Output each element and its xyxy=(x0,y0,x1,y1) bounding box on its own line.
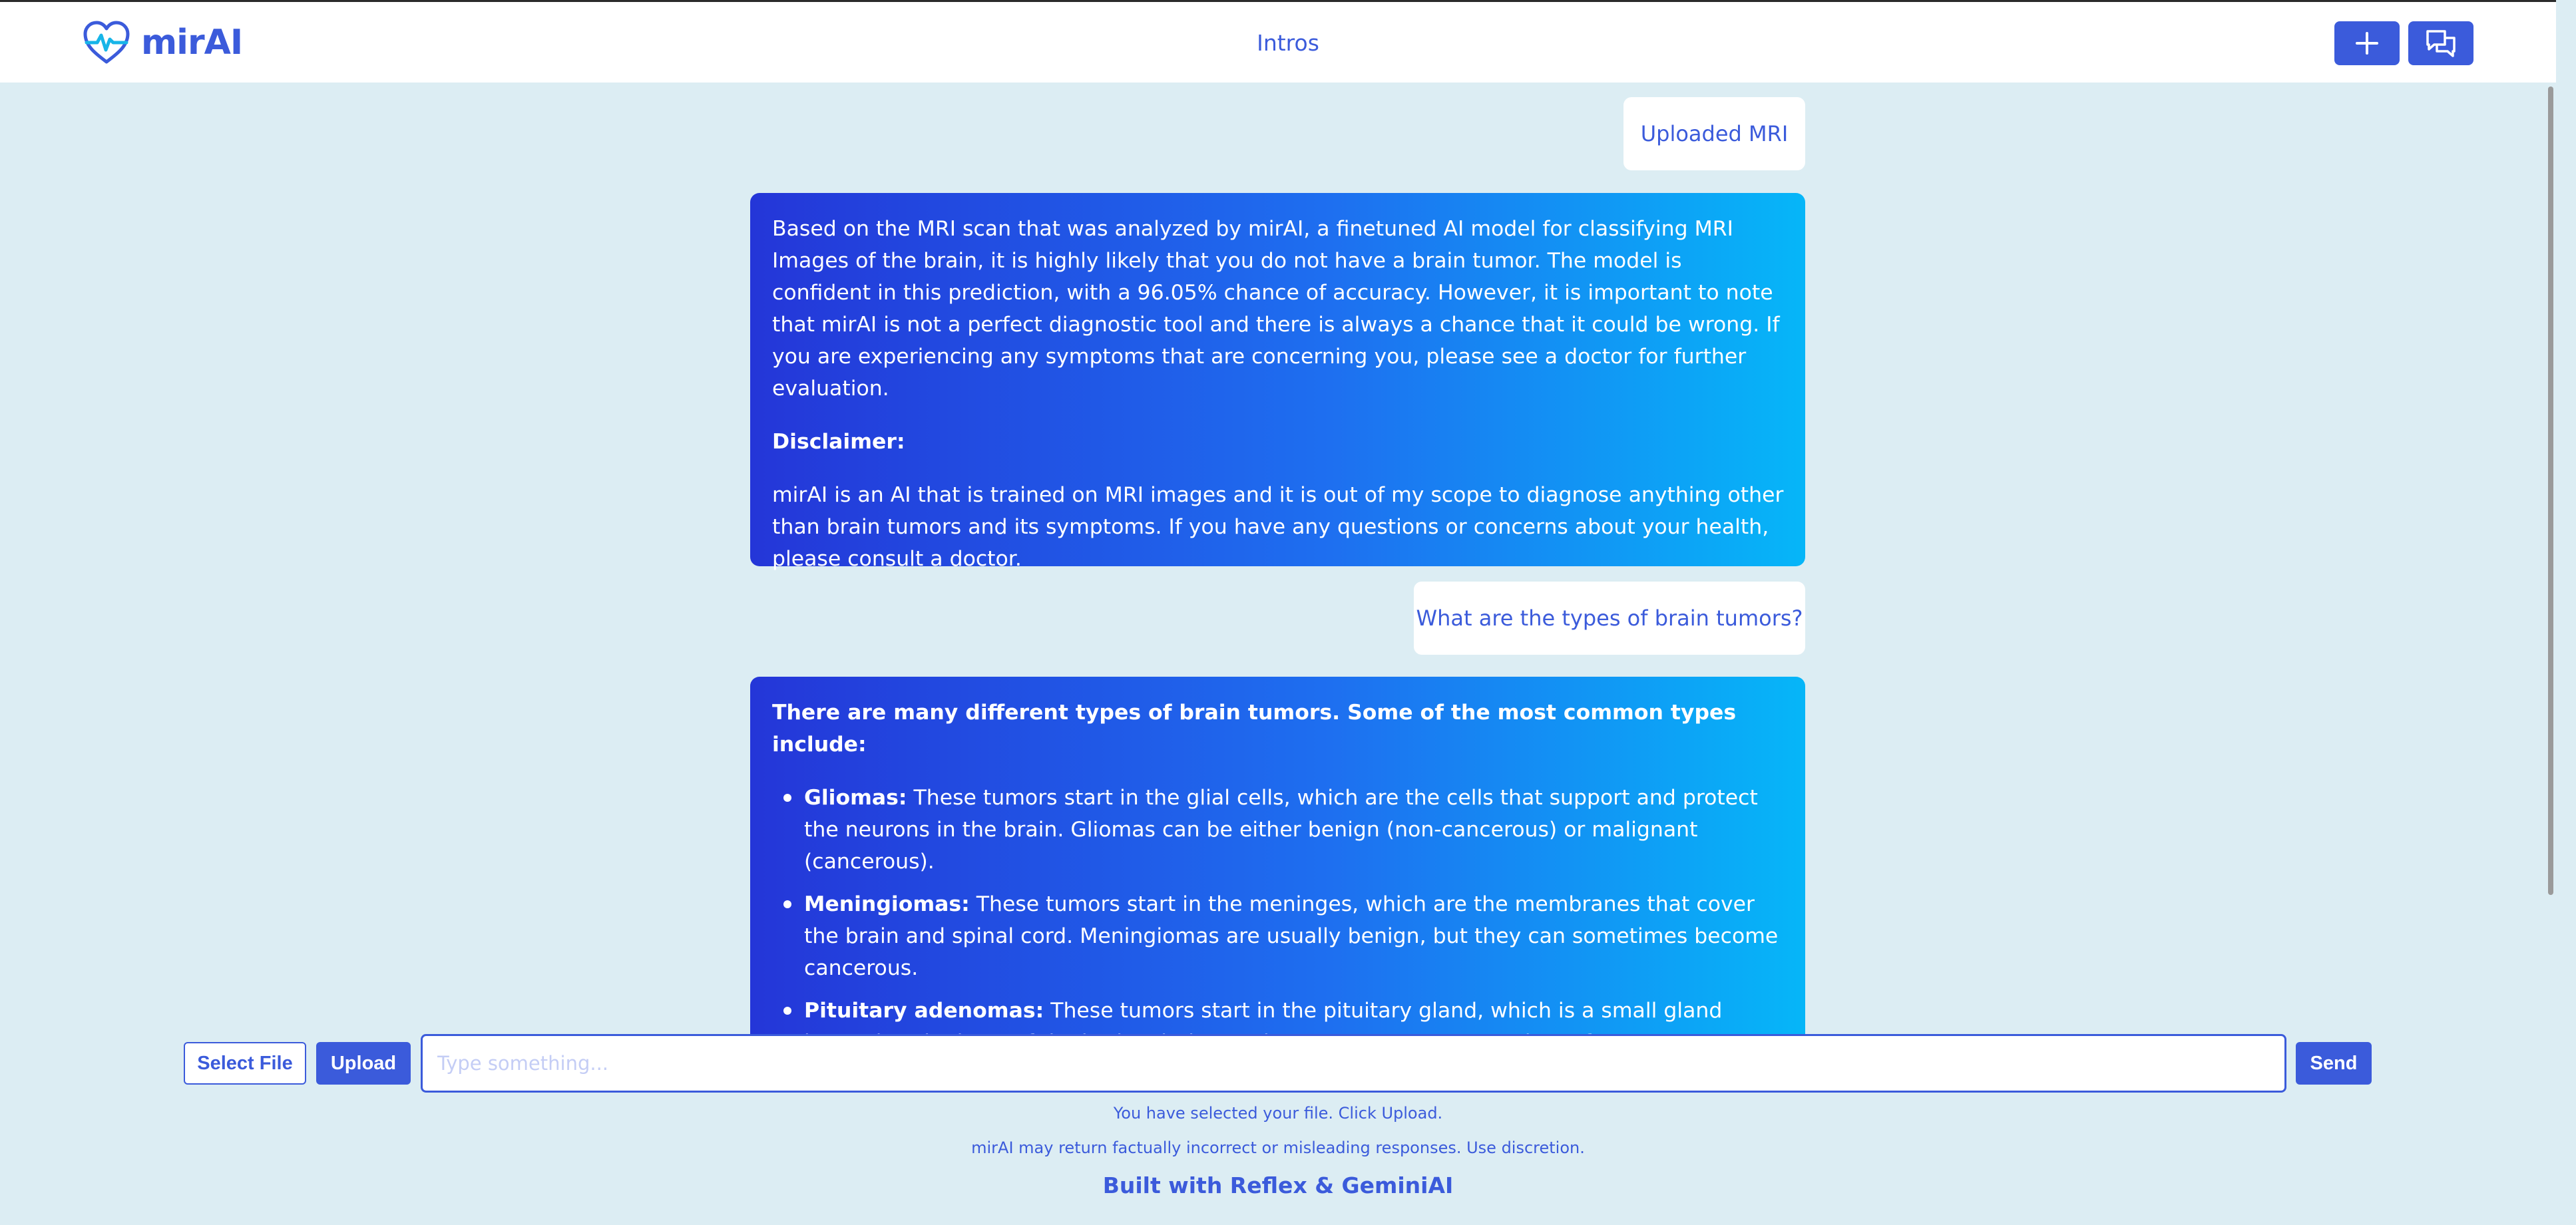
plus-icon xyxy=(2354,30,2380,57)
disclaimer-heading: Disclaimer: xyxy=(772,430,905,454)
chats-button[interactable] xyxy=(2408,21,2473,65)
list-item-term: Pituitary adenomas: xyxy=(804,999,1044,1023)
header-bar xyxy=(0,0,2556,83)
disclaimer-text: mirAI may return factually incorrect or misleading responses. Use discretion. xyxy=(971,1138,1585,1157)
list-item xyxy=(772,782,1784,878)
upload-button[interactable]: Upload xyxy=(316,1042,411,1085)
bot-message-paragraph: Based on the MRI scan that was analyzed by mirAI, a finetuned AI model for classifying MRI Images of the brain, it is highly likely that you do not have a brain tumor. The model is confident in this prediction, with a 96.05% chance of accuracy. However, it is important to note that mirAI is not a perfect diagnostic tool and there is always a chance that it could be wrong. If you are experiencing any symptoms that are concerning you, please see a doctor for further evaluation. xyxy=(772,217,1780,401)
chat-history[interactable] xyxy=(0,83,2556,1023)
chat-bubbles-icon xyxy=(2425,29,2457,58)
user-message xyxy=(1414,582,1805,655)
new-chat-button[interactable] xyxy=(2334,21,2400,65)
file-status-text: You have selected your file. Click Upload. xyxy=(1113,1104,1443,1123)
app-name: mirAI xyxy=(141,23,243,63)
footer-credit: Built with Reflex & GeminiAI xyxy=(1102,1172,1454,1198)
bot-message-paragraph: mirAI is an AI that is trained on MRI images and it is out of my scope to diagnose anything other than brain tumors and its symptoms. If you have any questions or concerns about your health, please consult a doctor. xyxy=(772,483,1784,571)
message-input[interactable] xyxy=(421,1034,2286,1093)
page-title: Intros xyxy=(1257,30,1319,56)
list-item-desc: These tumors start in the glial cells, which are the cells that support and protect the neurons in the brain. Gliomas can be either benign (non-cancerous) or malignant (cancerous). xyxy=(804,786,1758,874)
select-file-button[interactable]: Select File xyxy=(184,1042,306,1085)
list-item-term: Meningiomas: xyxy=(804,892,970,916)
user-message-text: What are the types of brain tumors? xyxy=(1416,606,1803,631)
bot-message xyxy=(750,193,1805,571)
list-item-desc: These tumors start in the pituitary gland, which is a small gland xyxy=(1050,999,1723,1023)
list-item-term: Gliomas: xyxy=(804,786,907,810)
scrollbar[interactable] xyxy=(2548,87,2553,895)
user-message-text: Uploaded MRI xyxy=(1640,121,1789,146)
user-message xyxy=(1623,97,1805,170)
bot-message-intro: There are many different types of brain tumors. Some of the most common types include: xyxy=(772,701,1737,757)
send-button[interactable]: Send xyxy=(2296,1042,2372,1085)
bot-message xyxy=(750,677,1805,1076)
list-item-desc: These tumors start in the meninges, which are the membranes that cover the brain and spinal cord. Meningiomas are usually benign, but they can sometimes become cancerous. xyxy=(804,892,1779,980)
list-item xyxy=(772,888,1784,984)
